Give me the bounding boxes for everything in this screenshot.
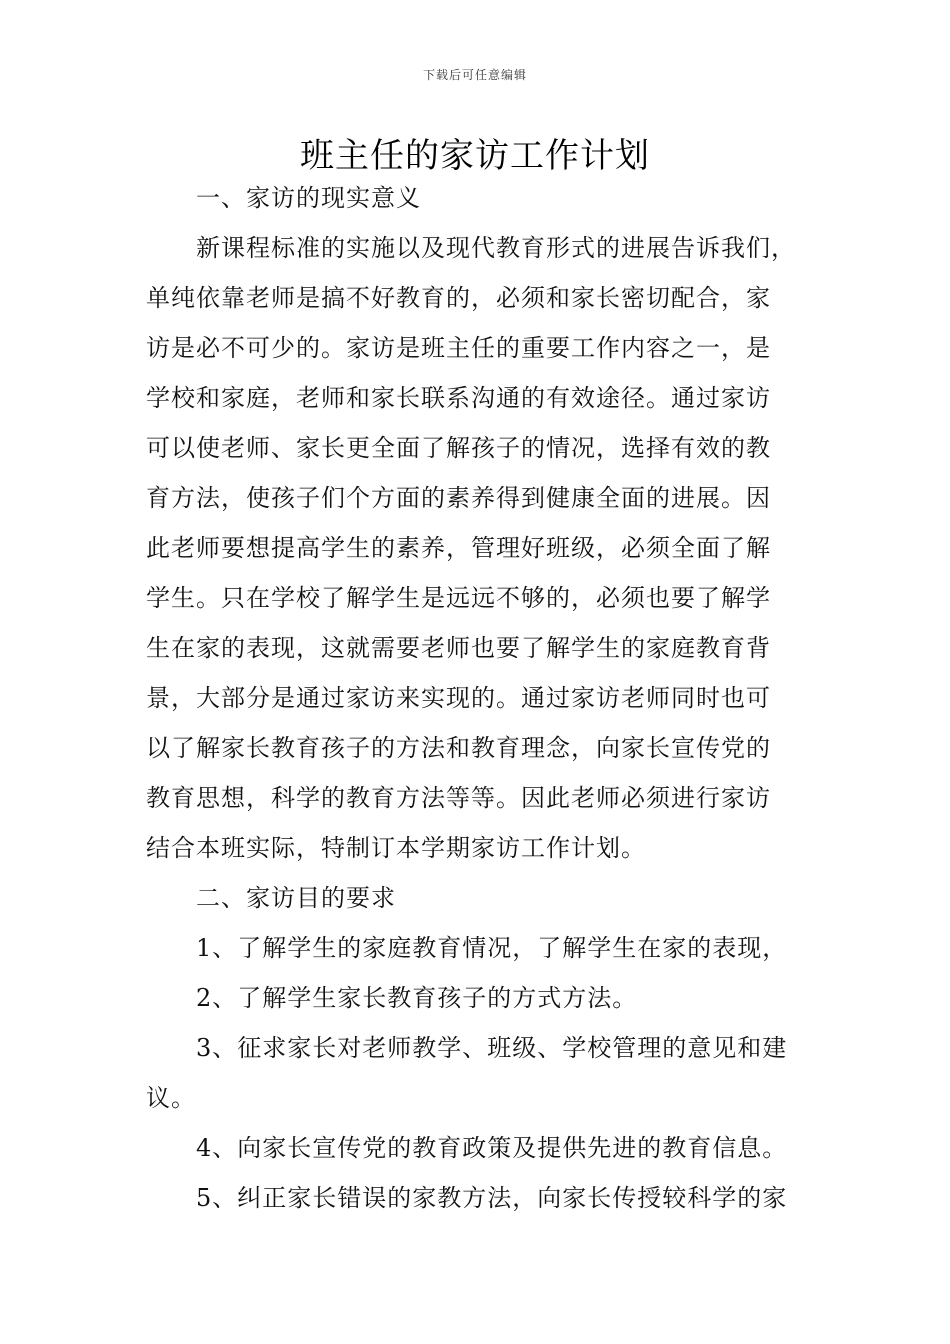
paragraph-line: 结合本班实际，特制订本学期家访工作计划。 (146, 834, 646, 862)
list-item: 5、纠正家长错误的家教方法，向家长传授较科学的家 (196, 1184, 788, 1212)
list-item: 3、征求家长对老师教学、班级、学校管理的意见和建 (196, 1034, 788, 1062)
paragraph-line: 教育思想，科学的教育方法等等。因此老师必须进行家访 (146, 784, 771, 812)
paragraph-line: 育方法，使孩子们个方面的素养得到健康全面的进展。因 (146, 484, 771, 512)
list-item-continuation: 议。 (146, 1084, 196, 1112)
document-body (146, 173, 826, 1223)
paragraph-line: 此老师要想提高学生的素养，管理好班级，必须全面了解 (146, 534, 771, 562)
header-note: 下载后可任意编辑 (422, 68, 527, 82)
paragraph-line: 生在家的表现，这就需要老师也要了解学生的家庭教育背 (146, 634, 771, 662)
list-item: 4、向家长宣传党的教育政策及提供先进的教育信息。 (196, 1134, 788, 1162)
paragraph-line: 以了解家长教育孩子的方法和教育理念，向家长宣传党的 (146, 734, 771, 762)
paragraph-line: 单纯依靠老师是搞不好教育的，必须和家长密切配合，家 (146, 284, 771, 312)
paragraph-line: 景，大部分是通过家访来实现的。通过家访老师同时也可 (146, 684, 771, 712)
paragraph-line: 新课程标准的实施以及现代教育形式的进展告诉我们， (196, 234, 796, 262)
paragraph-line: 学生。只在学校了解学生是远远不够的，必须也要了解学 (146, 584, 771, 612)
paragraph-line: 可以使老师、家长更全面了解孩子的情况，选择有效的教 (146, 434, 771, 462)
document-title: 班主任的家访工作计划 (300, 136, 650, 176)
list-item: 1、了解学生的家庭教育情况，了解学生在家的表现， (196, 934, 788, 962)
paragraph-line: 访是必不可少的。家访是班主任的重要工作内容之一，是 (146, 334, 771, 362)
list-item: 2、了解学生家长教育孩子的方式方法。 (196, 984, 638, 1012)
section-heading: 二、家访目的要求 (196, 884, 396, 912)
paragraph-line: 学校和家庭，老师和家长联系沟通的有效途径。通过家访 (146, 384, 771, 412)
section-heading: 一、家访的现实意义 (196, 184, 421, 212)
